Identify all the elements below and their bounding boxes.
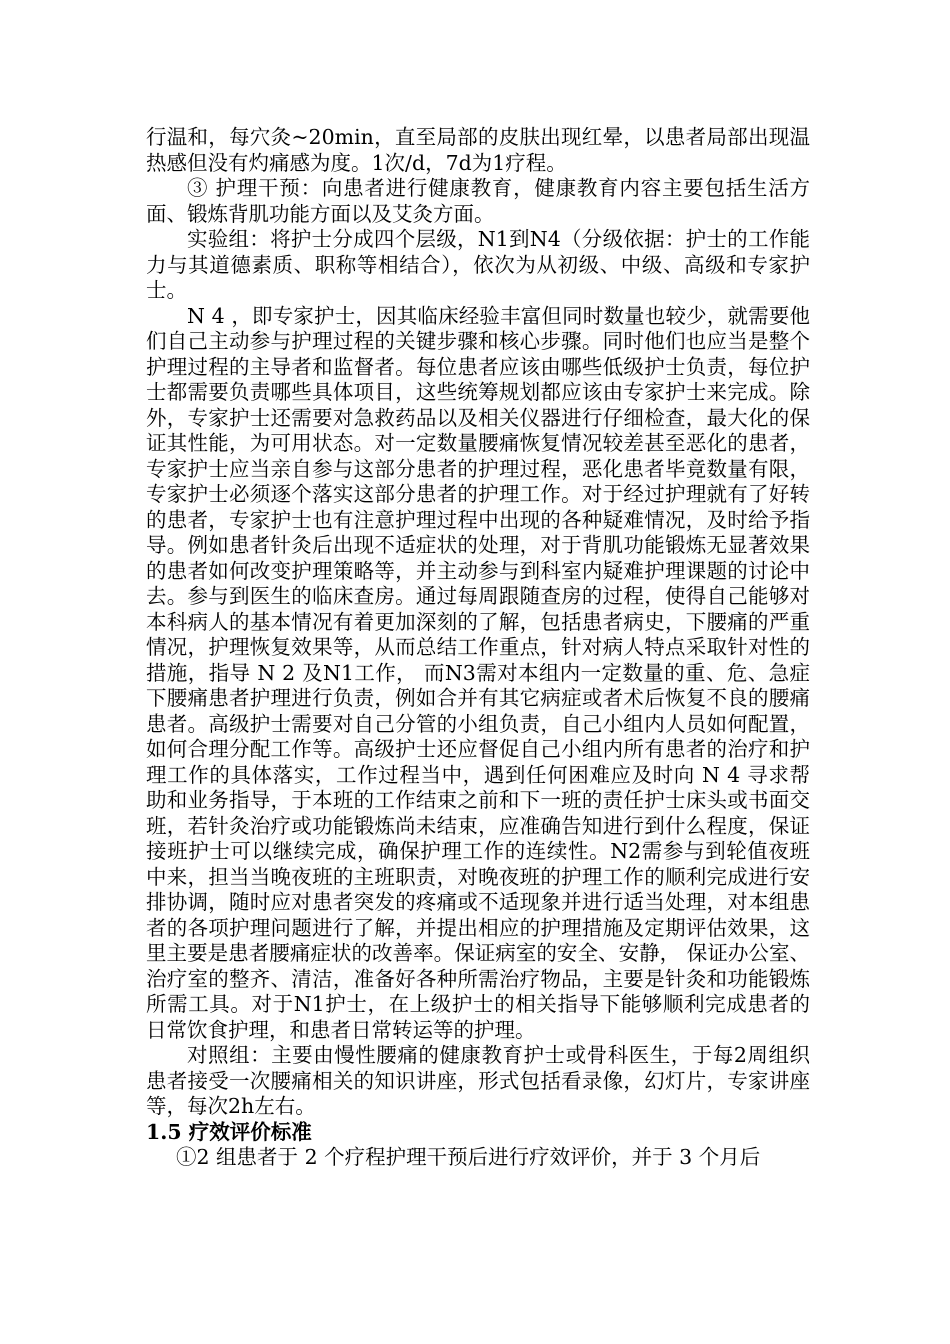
body-paragraph: ①2 组患者于 2 个疗程护理干预后进行疗效评价，并于 3 个月后 [176,1145,761,1169]
section-heading: 1.5 疗效评价标准 [146,1119,312,1144]
body-paragraph: N 4 ，即专家护士，因其临床经验丰富但同时数量也较少，就需要他们自己主动参与护理过程的关键步骤和核心步骤。同时他们也应当是整个护理过程的主导者和监督者。每位患者应该由哪些低级护士负责，每位护士都需要负责哪些具体项目，这些统筹规划都应该由专家护士来完成。除外，专家护士还需要对急救药品以及相关仪器进行仔细检查，最大化的保证其性能，为可用状态。对一定数量腰痛恢复情况较差甚至恶化的患者，专家护士应当亲自参与这部分患者的护理过程，恶化患者毕竟数量有限，专家护士必须逐个落实这部分患者的护理工作。对于经过护理就有了好转的患者，专家护士也有注意护理过程中出现的各种疑难情况，及时给予指导。例如患者针灸后出现不适症状的处理，对于背肌功能锻炼无显著效果的患者如何改变护理策略等，并主动参与到科室内疑难护理课题的讨论中去。参与到医生的临床查房。通过每周跟随查房的过程，使得自己能够对本科病人的基本情况有着更加深刻的了解，包括患者病史，下腰痛的严重情况，护理恢复效果等，从而总结工作重点，针对病人特点采取针对性的措施，指导 N 2 及N1工作， 而N3需对本组内一定数量的重、危、急症下腰痛患者护理进行负责，例如合并有其它病症或者术后恢复不良的腰痛患者。高级护士需要对自己分管的小组负责，自己小组内人员如何配置，如何合理分配工作等。高级护士还应督促自己小组内所有患者的治疗和护理工作的具体落实，工作过程当中，遇到任何困难应及时向 N 4 寻求帮助和业务指导，于本班的工作结束之前和下一班的责任护士床头或书面交班，若针灸治疗或功能锻炼尚未结束，应准确告知进行到什么程度，保证接班护士可以继续完成，确保护理工作的连续性。N2需参与到轮值夜班中来，担当当晚夜班的主班职责，对晚夜班的护理工作的顺利完成进行安排协调，随时应对患者突发的疼痛或不适现象并进行适当处理，对本组患者的各项护理问题进行了解，并提出相应的护理措施及定期评估效果，这里主要是患者腰痛症状的改善率。保证病室的安全、安静， 保证办公室、治疗室的整齐、清洁，准备好各种所需治疗物品，主要是针灸和功能锻炼所需工具。对于N1护士，在上级护士的相关指导下能够顺利完成患者的日常饮食护理，和患者日常转运等的护理。 [146,303,810,1042]
document-page [146,125,810,1171]
body-paragraph: 行温和，每穴灸~20min，直至局部的皮肤出现红晕，以患者局部出现温热感但没有灼痛感为度。1次/d，7d为1疗程。 [146,125,810,175]
body-paragraph: ③ 护理干预：向患者进行健康教育，健康教育内容主要包括生活方面、锻炼背肌功能方面以及艾灸方面。 [146,176,810,226]
body-paragraph: 对照组：主要由慢性腰痛的健康教育护士或骨科医生，于每2周组织患者接受一次腰痛相关的知识讲座，形式包括看录像，幻灯片，专家讲座等，每次2h左右。 [146,1043,810,1118]
body-paragraph: 实验组：将护士分成四个层级，N1到N4（分级依据：护士的工作能力与其道德素质、职称等相结合），依次为从初级、中级、高级和专家护士。 [146,227,810,302]
